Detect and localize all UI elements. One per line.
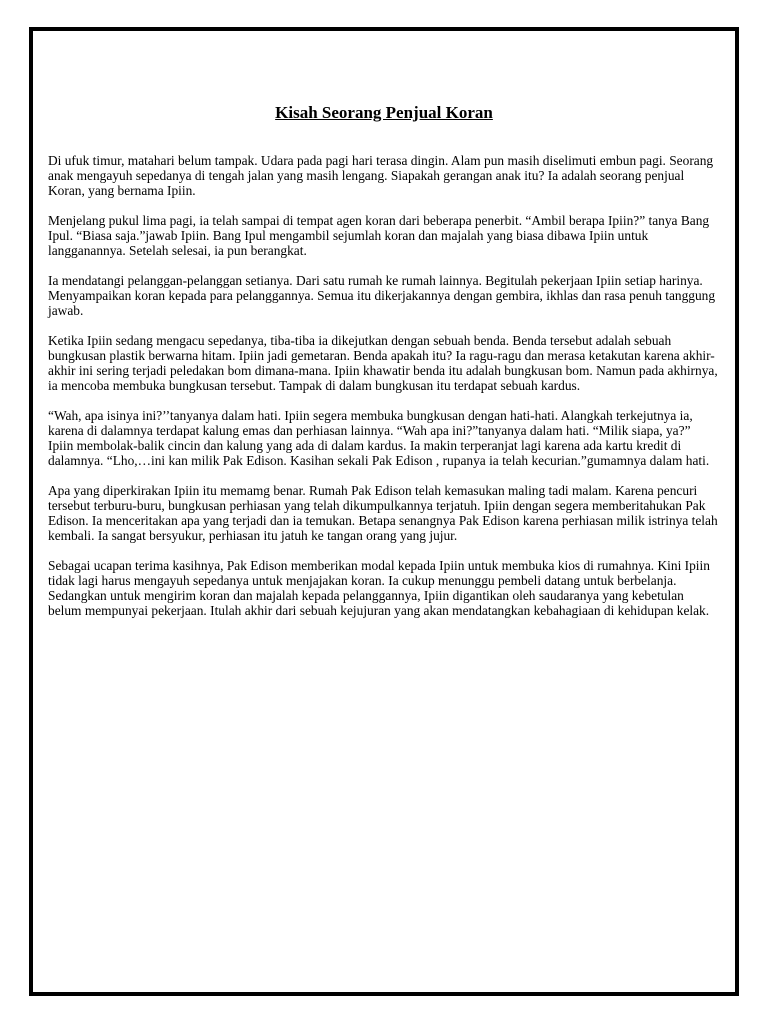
paragraph: Ketika Ipiin sedang mengacu sepedanya, tiba-tiba ia dikejutkan dengan sebuah benda. Benda tersebut adalah sebuah bungkusan plastik berwarna hitam. Ipiin jadi gemetaran. Benda apakah itu? Ia ragu-ragu dan merasa ketakutan karena akhir-akhir ini sering terjadi peledakan bom dimana-mana. Ipiin khawatir benda itu adalah bungkusan bom. Namun pada akhirnya, ia mencoba membuka bungkusan tersebut. Tampak di dalam bungkusan itu terdapat sebuah kardus. [48,333,718,393]
paragraph: “Wah, apa isinya ini?’’tanyanya dalam hati. Ipiin segera membuka bungkusan dengan hati-hati. Alangkah terkejutnya ia, karena di dalamnya terdapat kalung emas dan perhiasan lainnya. “Wah apa ini?”tanyanya dalam hati. “Milik siapa, ya?” Ipiin membolak-balik cincin dan kalung yang ada di dalam kardus. Ia makin terperanjat lagi karena ada kartu kredit di dalamnya. “Lho,…ini kan milik Pak Edison. Kasihan sekali Pak Edison , rupanya ia telah kecurian.”gumamnya dalam hati. [48,408,710,468]
paragraph: Ia mendatangi pelanggan-pelanggan setianya. Dari satu rumah ke rumah lainnya. Begitulah pekerjaan Ipiin setiap harinya. Menyampaikan koran kepada para pelanggannya. Semua itu dikerjakannya dengan gembira, ikhlas dan rasa penuh tanggung jawab. [48,273,716,318]
paragraph: Menjelang pukul lima pagi, ia telah sampai di tempat agen koran dari beberapa penerbit. “Ambil berapa Ipiin?” tanya Bang Ipul. “Biasa saja.”jawab Ipiin. Bang Ipul mengambil sejumlah koran dan majalah yang biasa dibawa Ipiin untuk langganannya. Setelah selesai, ia pun berangkat. [48,213,710,258]
document-title: Kisah Seorang Penjual Koran [275,103,493,122]
paragraph: Apa yang diperkirakan Ipiin itu memamg benar. Rumah Pak Edison telah kemasukan maling tadi malam. Karena pencuri tersebut terburu-buru, bungkusan perhiasan yang telah dikumpulkannya terjatuh. Ipiin dengan segera memberitahukan Pak Edison. Ia menceritakan apa yang terjadi dan ia temukan. Betapa senangnya Pak Edison karena perhiasan milik istrinya telah kembali. Ia sangat bersyukur, perhiasan itu jatuh ke tangan orang yang jujur. [48,483,718,543]
document-body [48,153,718,633]
paragraph: Sebagai ucapan terima kasihnya, Pak Edison memberikan modal kepada Ipiin untuk membuka kios di rumahnya. Kini Ipiin tidak lagi harus mengayuh sepedanya untuk menjajakan koran. Ia cukup menunggu pembeli datang untuk berbelanja. Sedangkan untuk mengirim koran dan majalah kepada pelanggannya, Ipiin digantikan oleh saudaranya yang kebetulan belum mempunyai pekerjaan. Itulah akhir dari sebuah kejujuran yang akan mendatangkan kebahagiaan di kehidupan kelak. [48,558,710,618]
paragraph: Di ufuk timur, matahari belum tampak. Udara pada pagi hari terasa dingin. Alam pun masih diselimuti embun pagi. Seorang anak mengayuh sepedanya di tengah jalan yang masih lengang. Siapakah gerangan anak itu? Ia adalah seorang penjual Koran, yang bernama Ipiin. [48,153,714,198]
page-border [29,27,739,996]
